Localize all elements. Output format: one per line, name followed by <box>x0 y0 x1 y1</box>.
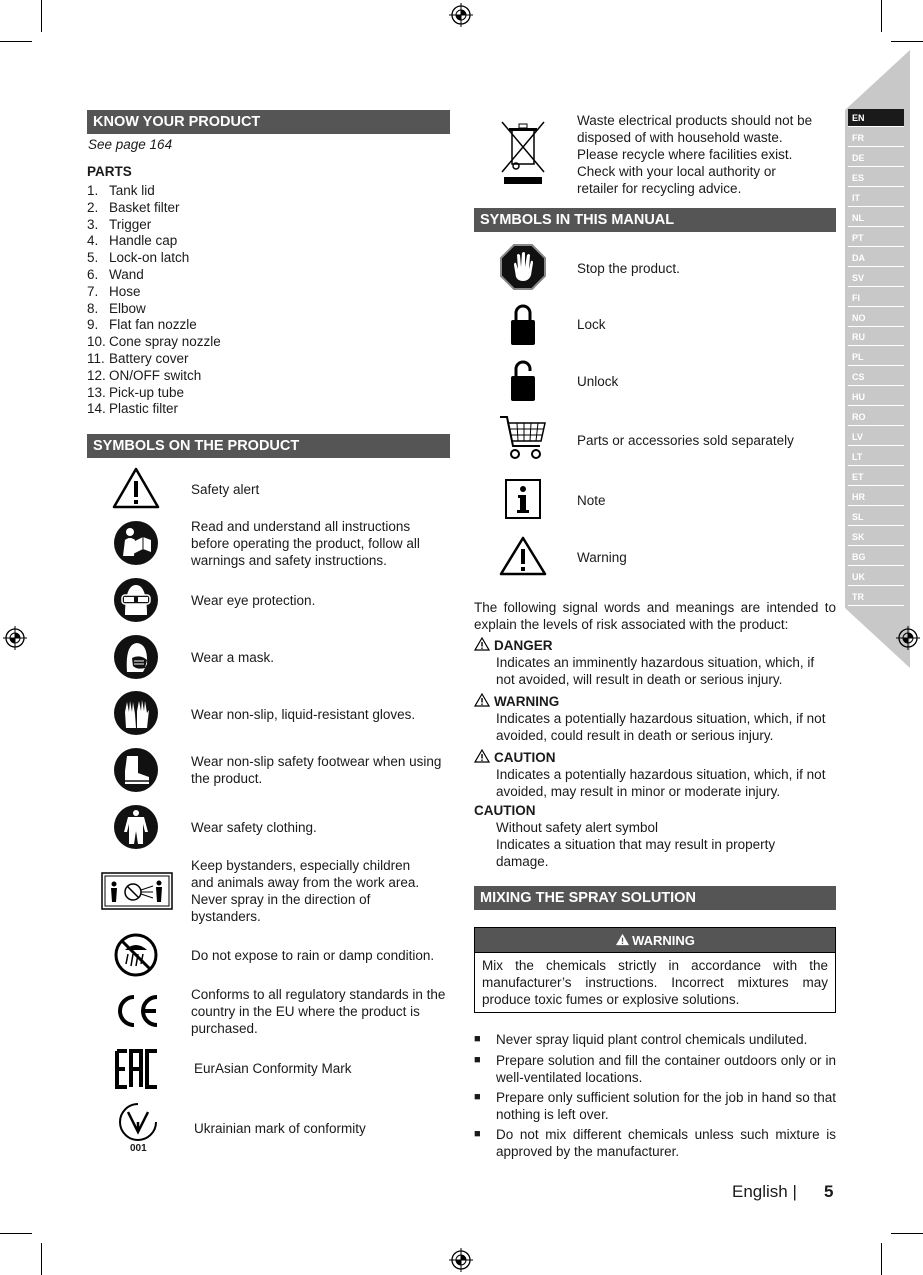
warning-box-text: Mix the chemicals strictly in accordance with the manufacturer’s instructions. Incorrect mixtures may produce toxic fumes or explosive solutions. <box>482 958 828 1007</box>
registration-mark-icon <box>896 626 920 650</box>
warning-box-title <box>475 928 835 953</box>
signal-word: CAUTION <box>494 750 556 765</box>
symbol-text-no-rain: Do not expose to rain or damp condition. <box>191 948 435 963</box>
mixing-bullet-item <box>474 1126 836 1160</box>
crossed-bin-icon <box>500 120 546 186</box>
language-tab-es: ES <box>848 169 904 187</box>
manual-symbol-text-unlock: Unlock <box>577 374 619 389</box>
part-number: 9. <box>87 317 99 333</box>
part-item <box>87 401 221 418</box>
part-item <box>87 200 221 217</box>
part-item <box>87 351 221 368</box>
bullet-square-icon: ■ <box>474 1054 481 1066</box>
eac-mark-icon <box>115 1049 159 1089</box>
see-page-reference: See page 164 <box>88 137 173 152</box>
symbol-text-mask: Wear a mask. <box>191 650 275 665</box>
part-number: 13. <box>87 384 106 400</box>
language-tab-da: DA <box>848 249 904 267</box>
part-item <box>87 267 221 284</box>
mixing-bullet-item <box>474 1089 836 1123</box>
language-tab-et: ET <box>848 468 904 486</box>
part-number: 12. <box>87 367 106 383</box>
symbol-text-eac-mark: EurAsian Conformity Mark <box>194 1061 352 1076</box>
registration-mark-icon <box>3 626 27 650</box>
signal-danger <box>474 637 836 688</box>
note-info-icon <box>504 478 542 520</box>
symbol-text-gloves: Wear non-slip, liquid-resistant gloves. <box>191 707 416 722</box>
warning-box <box>474 927 836 1013</box>
part-item <box>87 368 221 385</box>
language-tab-tr: TR <box>848 588 904 606</box>
bullet-square-icon: ■ <box>474 1128 481 1140</box>
part-number: 4. <box>87 233 99 249</box>
bullet-square-icon: ■ <box>474 1091 481 1103</box>
shopping-cart-icon <box>498 414 548 462</box>
language-tab-it: IT <box>848 189 904 207</box>
eye-protection-icon <box>113 577 159 623</box>
bullet-square-icon: ■ <box>474 1033 481 1045</box>
signal-intro: The following signal words and meanings are intended to explain the levels of risk associated with the product: <box>474 600 836 632</box>
signal-desc: Without safety alert symbol <box>496 820 659 835</box>
part-label: ON/OFF switch <box>109 367 202 383</box>
part-label: Wand <box>109 266 144 282</box>
parts-list <box>87 183 221 418</box>
part-number: 2. <box>87 199 99 215</box>
alert-triangle-icon <box>474 693 490 707</box>
part-number: 6. <box>87 266 99 282</box>
mixing-bullet-item <box>474 1031 836 1048</box>
coverall-icon <box>113 804 159 850</box>
registration-mark-icon <box>449 1248 473 1272</box>
symbol-text-ce-mark: Conforms to all regulatory standards in the country in the EU where the product is purchased. <box>191 987 446 1036</box>
symbol-text-footwear: Wear non-slip safety footwear when using the product. <box>191 754 442 786</box>
signal-word: CAUTION <box>474 803 536 818</box>
language-tab-fi: FI <box>848 289 904 307</box>
stop-hand-icon <box>499 243 547 291</box>
language-tab-sk: SK <box>848 528 904 546</box>
ukrainian-mark-icon <box>118 1102 158 1142</box>
symbol-text-read-manual: Read and understand all instructions before operating the product, follow all warnings and safety instructions. <box>191 519 420 568</box>
language-tab-de: DE <box>848 149 904 167</box>
symbol-text-safety-alert: Safety alert <box>191 482 260 497</box>
part-number: 8. <box>87 300 99 316</box>
symbol-text-bystanders: Keep bystanders, especially children and animals away from the work area. Never spray in the direction of bystanders. <box>191 858 420 924</box>
part-label: Basket filter <box>109 199 180 215</box>
part-label: Elbow <box>109 300 146 316</box>
part-label: Plastic filter <box>109 401 179 417</box>
registration-mark-icon <box>449 3 473 27</box>
symbol-text-ukrainian-mark: Ukrainian mark of conformity <box>194 1121 366 1136</box>
language-tab-uk: UK <box>848 568 904 586</box>
signal-word: WARNING <box>494 694 560 709</box>
ukrainian-mark-label: 001 <box>130 1143 147 1154</box>
language-tab-sv: SV <box>848 269 904 287</box>
part-item <box>87 217 221 234</box>
alert-triangle-icon <box>474 637 490 651</box>
language-tab-sl: SL <box>848 508 904 526</box>
signal-desc: Indicates a potentially hazardous situation, which, if not avoided, could result in death or serious injury. <box>496 711 826 743</box>
language-tab-no: NO <box>848 309 904 327</box>
part-label: Battery cover <box>109 350 189 366</box>
language-tab-hu: HU <box>848 388 904 406</box>
parts-title: PARTS <box>87 164 132 179</box>
language-tab-lv: LV <box>848 428 904 446</box>
signal-desc: Indicates a situation that may result in property damage. <box>496 837 776 869</box>
symbol-text-eye-protection: Wear eye protection. <box>191 593 316 608</box>
part-label: Tank lid <box>109 183 155 198</box>
part-number: 1. <box>87 183 99 198</box>
manual-symbol-text-note: Note <box>577 493 606 508</box>
mask-icon <box>113 634 159 680</box>
part-item <box>87 334 221 351</box>
symbols-in-manual-header: SYMBOLS IN THIS MANUAL <box>474 208 836 232</box>
signal-desc: Indicates an imminently hazardous situation, which, if not avoided, will result in death or serious injury. <box>496 655 815 687</box>
part-item <box>87 250 221 267</box>
bystanders-icon <box>101 872 173 910</box>
language-tab-cs: CS <box>848 368 904 386</box>
manual-symbol-text-warning: Warning <box>577 550 627 565</box>
part-item <box>87 183 221 200</box>
manual-symbol-text-parts: Parts or accessories sold separately <box>577 433 794 448</box>
language-tab-ru: RU <box>848 328 904 346</box>
language-tab-pl: PL <box>848 348 904 366</box>
language-tab-ro: RO <box>848 408 904 426</box>
weee-text: Waste electrical products should not be disposed of with household waste. Please recycle where facilities exist. Check with your local authority or retailer for recycling advice. <box>577 113 813 196</box>
part-item <box>87 301 221 318</box>
language-tab-lt: LT <box>848 448 904 466</box>
warning-triangle-icon <box>112 466 160 510</box>
footer-language: English | <box>732 1182 797 1201</box>
part-number: 11. <box>87 350 105 366</box>
mixing-bullet-text: Do not mix different chemicals unless such mixture is approved by the manufacturer. <box>496 1127 836 1159</box>
language-tab-en: EN <box>848 109 904 127</box>
signal-caution-no-symbol <box>474 802 836 870</box>
read-manual-icon <box>113 520 159 566</box>
warning-box-title-text: WARNING <box>632 933 695 948</box>
part-number: 14. <box>87 401 106 417</box>
part-number: 7. <box>87 283 99 299</box>
part-label: Cone spray nozzle <box>109 334 221 350</box>
language-tab-nl: NL <box>848 209 904 227</box>
language-tab-fr: FR <box>848 129 904 147</box>
gloves-icon <box>113 690 159 736</box>
mixing-bullet-item <box>474 1052 836 1086</box>
know-your-product-header: KNOW YOUR PRODUCT <box>87 110 450 134</box>
part-number: 5. <box>87 250 99 266</box>
signal-caution <box>474 749 836 800</box>
unlock-icon <box>510 358 536 402</box>
mixing-bullet-text: Prepare only sufficient solution for the job in hand so that nothing is left over. <box>496 1090 836 1122</box>
alert-triangle-icon <box>615 933 630 946</box>
language-tab-hr: HR <box>848 488 904 506</box>
page-number: 5 <box>824 1182 834 1201</box>
part-label: Pick-up tube <box>109 384 185 400</box>
symbol-text-clothing: Wear safety clothing. <box>191 820 317 835</box>
ce-mark-icon <box>113 993 161 1029</box>
symbols-on-product-header: SYMBOLS ON THE PRODUCT <box>87 434 450 458</box>
part-label: Handle cap <box>109 233 178 249</box>
part-label: Lock-on latch <box>109 250 190 266</box>
language-tab-pt: PT <box>848 229 904 247</box>
no-rain-icon <box>113 932 159 978</box>
part-label: Flat fan nozzle <box>109 317 197 333</box>
warning-triangle-icon <box>499 535 547 577</box>
mixing-bullet-text: Never spray liquid plant control chemicals undiluted. <box>496 1032 808 1047</box>
part-label: Trigger <box>109 216 152 232</box>
alert-triangle-icon <box>474 749 490 763</box>
part-number: 3. <box>87 216 99 232</box>
mixing-bullet-text: Prepare solution and fill the container outdoors only or in well-ventilated locations. <box>496 1053 836 1085</box>
part-item <box>87 284 221 301</box>
signal-word: DANGER <box>494 638 553 653</box>
language-tab-bg: BG <box>848 548 904 566</box>
signal-desc: Indicates a potentially hazardous situation, which, if not avoided, may result in minor or moderate injury. <box>496 767 826 799</box>
manual-symbol-text-stop: Stop the product. <box>577 261 680 276</box>
part-number: 10. <box>87 334 106 350</box>
part-label: Hose <box>109 283 141 299</box>
mixing-header: MIXING THE SPRAY SOLUTION <box>474 886 836 910</box>
part-item <box>87 317 221 334</box>
signal-warning <box>474 693 836 744</box>
boot-icon <box>113 747 159 793</box>
manual-symbol-text-lock: Lock <box>577 317 606 332</box>
lock-icon <box>510 302 536 346</box>
part-item <box>87 385 221 402</box>
part-item <box>87 233 221 250</box>
